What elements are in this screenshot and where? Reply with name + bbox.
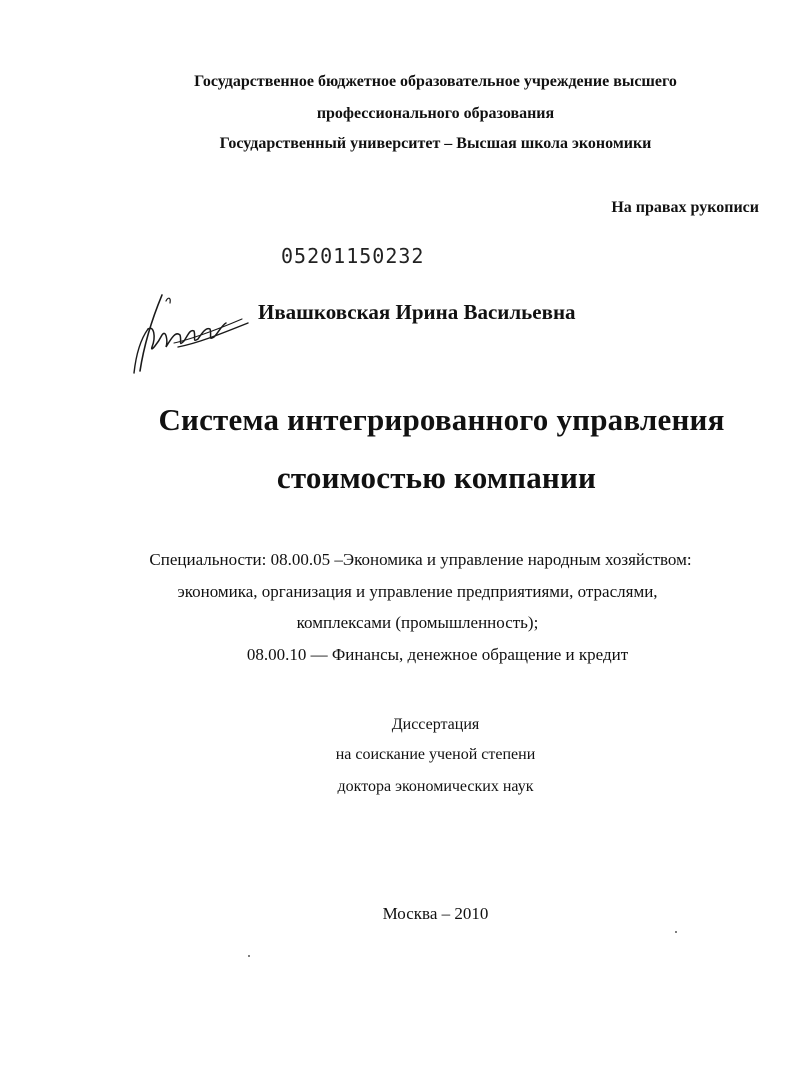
organization-line-2: профессионального образования — [316, 105, 555, 122]
author-name: Ивашковская Ирина Васильевна — [258, 300, 576, 324]
dissertation-title-line-1: Система интегрированного управления — [158, 402, 725, 437]
specialties-line-2: экономика, организация и управление предприятиями, отраслями, — [177, 582, 658, 601]
dissertation-label: Диссертация — [391, 716, 480, 733]
manuscript-note: На правах рукописи — [611, 199, 759, 216]
degree-line-2: доктора экономических наук — [337, 778, 534, 795]
specialties-line-3: комплексами (промышленность); — [296, 613, 539, 632]
organization-line-1: Государственное бюджетное образовательное учреждение высшего — [194, 73, 677, 90]
organization-line-3: Государственный университет – Высшая школа экономики — [219, 135, 652, 152]
specialties-line-1: Специальности: 08.00.05 –Экономика и управление народным хозяйством: — [149, 550, 692, 569]
specialties-line-4: 08.00.10 — Финансы, денежное обращение и кредит — [246, 645, 629, 664]
scan-speck — [248, 955, 250, 957]
city-year: Москва – 2010 — [382, 904, 489, 923]
dissertation-title-line-2: стоимостью компании — [276, 460, 597, 495]
document-number: 05201150232 — [281, 244, 425, 268]
scan-speck — [675, 931, 677, 933]
signature-icon — [118, 285, 258, 377]
degree-line-1: на соискание ученой степени — [335, 746, 536, 763]
